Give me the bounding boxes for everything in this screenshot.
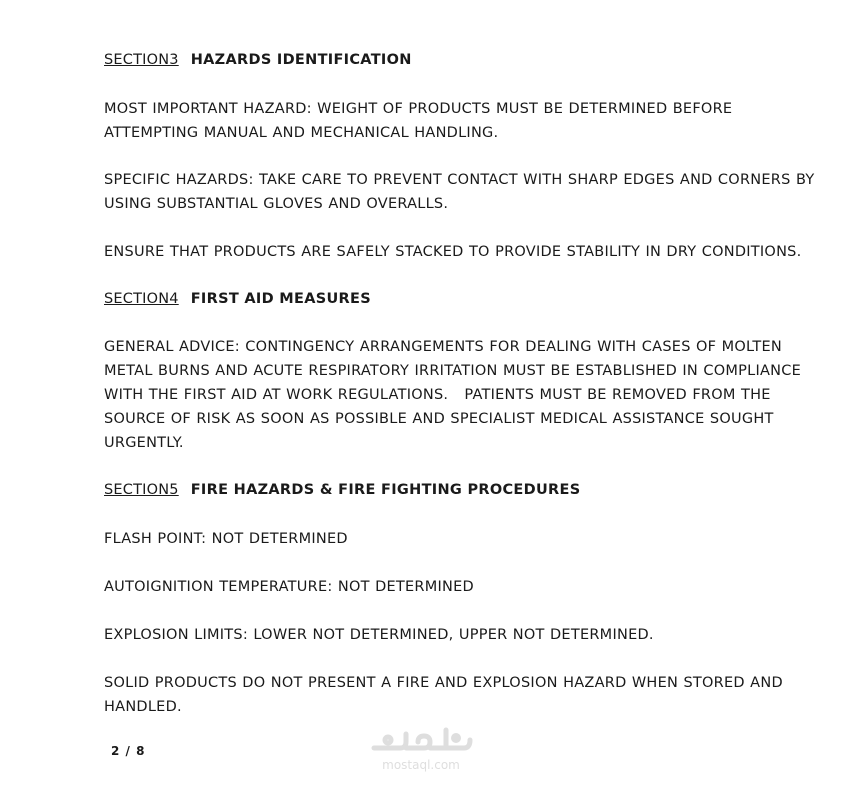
section-title: HAZARDS IDENTIFICATION — [190, 52, 412, 68]
section-heading — [104, 50, 824, 70]
section-number: SECTION3 — [104, 52, 179, 68]
mostaql-logo-icon — [366, 722, 476, 760]
section-4 — [104, 289, 824, 455]
section-number: SECTION5 — [104, 482, 179, 498]
paragraph: FLASH POINT: NOT DETERMINED — [104, 531, 348, 547]
section-heading — [104, 289, 824, 309]
section-5 — [104, 480, 824, 719]
paragraph: ENSURE THAT PRODUCTS ARE SAFELY STACKED TO PROVIDE STABILITY IN DRY CONDITIONS. — [104, 244, 802, 260]
section-title: FIRST AID MEASURES — [190, 291, 371, 307]
section-3 — [104, 50, 824, 264]
mostaql-watermark — [366, 722, 476, 772]
paragraph: SPECIFIC HAZARDS: TAKE CARE TO PREVENT CONTACT WITH SHARP EDGES AND CORNERS BY USING SUBSTANTIAL GLOVES AND OVERALLS. — [104, 172, 815, 212]
paragraph: GENERAL ADVICE: CONTINGENCY ARRANGEMENTS FOR DEALING WITH CASES OF MOLTEN METAL BURNS AND ACUTE RESPIRATORY IRRITATION MUST BE ESTABLISHED IN COMPLIANCE WITH THE FIRST AID AT WORK REGULATIONS. PATIENTS MUST BE REMOVED FROM THE SOURCE OF RISK AS SOON AS POSSIBLE AND SPECIALIST MEDICAL ASSISTANCE SOUGHT URGENTLY. — [104, 339, 807, 451]
watermark-text: mostaql.com — [382, 758, 460, 772]
section-heading — [104, 480, 824, 500]
paragraph: AUTOIGNITION TEMPERATURE: NOT DETERMINED — [104, 579, 474, 595]
document-page — [104, 50, 824, 719]
page-number: 2 / 8 — [111, 744, 146, 758]
section-title: FIRE HAZARDS & FIRE FIGHTING PROCEDURES — [190, 482, 581, 498]
paragraph: EXPLOSION LIMITS: LOWER NOT DETERMINED, UPPER NOT DETERMINED. — [104, 627, 654, 643]
paragraph: SOLID PRODUCTS DO NOT PRESENT A FIRE AND EXPLOSION HAZARD WHEN STORED AND HANDLED. — [104, 675, 783, 715]
section-number: SECTION4 — [104, 291, 179, 307]
paragraph: MOST IMPORTANT HAZARD: WEIGHT OF PRODUCTS MUST BE DETERMINED BEFORE ATTEMPTING MANUAL AND MECHANICAL HANDLING. — [104, 101, 733, 141]
